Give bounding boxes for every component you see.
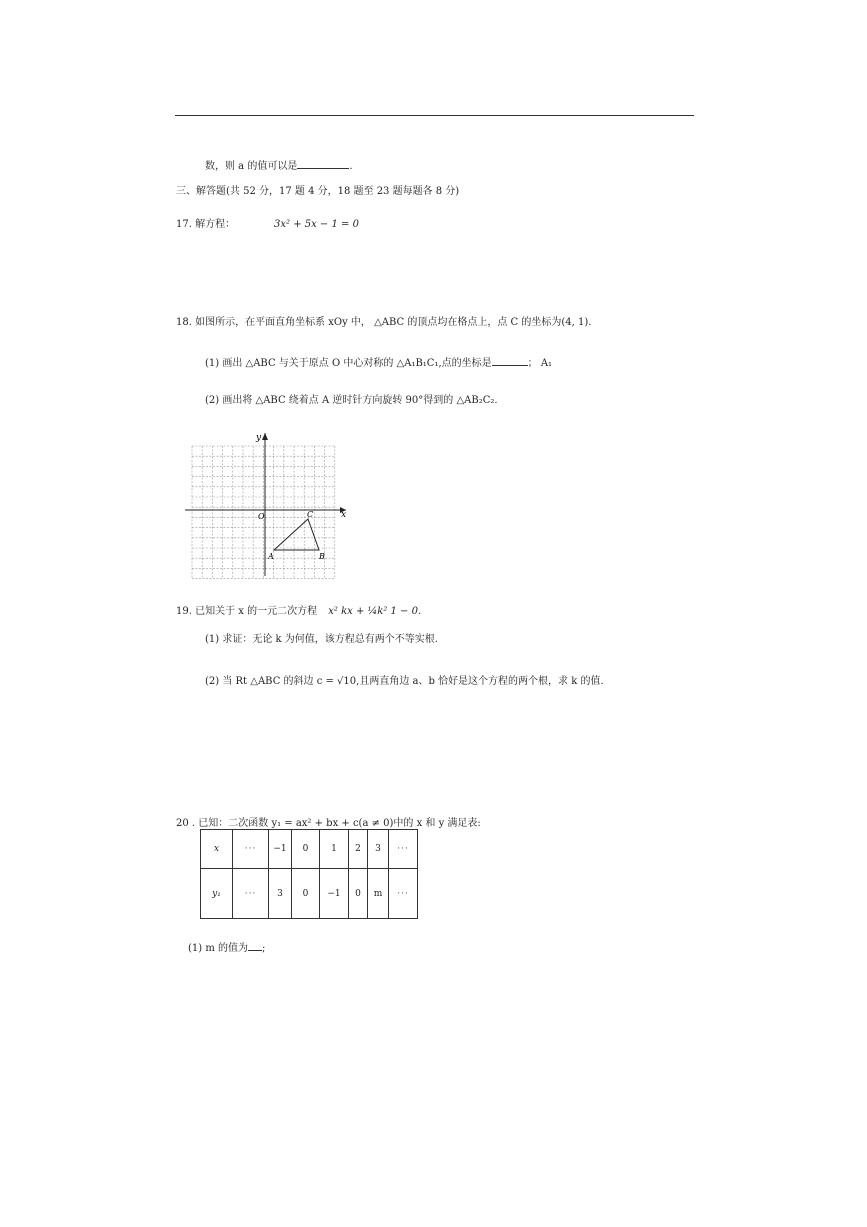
x-axis-label: x — [341, 510, 347, 520]
table-cell: 0 — [292, 830, 320, 869]
point-b-label: B — [319, 552, 325, 561]
q20-answer-blank — [248, 940, 262, 951]
q16-tail-text: 数，则 a 的值可以是 — [205, 161, 298, 172]
q18-answer-blank — [492, 355, 528, 366]
q19-part2: (2) 当 Rt △ABC 的斜边 c = √10,且两直角边 a、b 恰好是这个方程的两个根，求 k 的值. — [205, 676, 604, 687]
table-cell: 3 — [368, 830, 389, 869]
table-cell: ··· — [389, 869, 418, 919]
coordinate-grid-figure — [180, 428, 350, 580]
triangle-abc — [274, 519, 319, 550]
q17-label: 17. 解方程： — [176, 219, 236, 230]
q19-stem-text: 19. 已知关于 x 的一元二次方程 — [176, 606, 318, 617]
table-cell: m — [368, 869, 389, 919]
table-row-x — [201, 830, 418, 869]
q20-part1-tail: ; — [262, 943, 266, 954]
point-c-label: C — [307, 510, 314, 519]
table-cell: ··· — [233, 869, 269, 919]
q19-part1: (1) 求证：无论 k 为何值，该方程总有两个不等实根. — [205, 634, 438, 645]
table-cell: x — [201, 830, 233, 869]
table-cell: ··· — [389, 830, 418, 869]
q20-part1-text: (1) m 的值为 — [188, 943, 249, 954]
q19-stem — [176, 605, 421, 619]
q20-stem: 20 . 已知：二次函数 y₁ = ax² + bx + c(a ≠ 0)中的 x 和 y 满足表: — [176, 818, 481, 829]
table-cell: ··· — [233, 830, 269, 869]
table-cell: 0 — [349, 869, 368, 919]
table-cell: 1 — [320, 830, 349, 869]
table-cell: −1 — [269, 830, 292, 869]
q19-equation: x² kx + ¼k² 1 − 0. — [328, 606, 422, 617]
values-table — [200, 829, 418, 919]
grid-svg — [180, 428, 350, 580]
table-cell: −1 — [320, 869, 349, 919]
q16-tail — [205, 158, 353, 174]
table-row-y — [201, 869, 418, 919]
q18-part2: (2) 画出将 △ABC 绕着点 A 逆时针方向旋转 90°得到的 △AB₂C₂. — [205, 395, 498, 406]
q18-part1-text: (1) 画出 △ABC 与关于原点 O 中心对称的 △A₁B₁C₁,点的坐标是 — [205, 358, 492, 369]
q16-tail-end: . — [349, 161, 353, 172]
q18-part1-tail: ； A₁ — [527, 358, 553, 369]
q16-answer-blank — [297, 158, 349, 169]
table-cell: 0 — [292, 869, 320, 919]
origin-label: O — [258, 512, 265, 521]
y-axis-label: y — [256, 433, 262, 443]
table-cell: 2 — [349, 830, 368, 869]
q20-part1 — [188, 940, 265, 956]
section-heading: 三、解答题(共 52 分，17 题 4 分，18 题至 23 题每题各 8 分) — [176, 186, 460, 197]
table-cell: 3 — [269, 869, 292, 919]
q18-stem: 18. 如图所示，在平面直角坐标系 xOy 中， △ABC 的顶点均在格点上，点 C 的坐标为(4, 1). — [176, 317, 592, 328]
q18-part1 — [205, 355, 552, 371]
point-a-label: A — [268, 552, 274, 561]
q17-equation: 3x² + 5x − 1 = 0 — [274, 219, 359, 230]
table-cell: y₁ — [201, 869, 233, 919]
header-rule — [175, 115, 694, 116]
y-axis-arrow-icon — [262, 433, 268, 440]
